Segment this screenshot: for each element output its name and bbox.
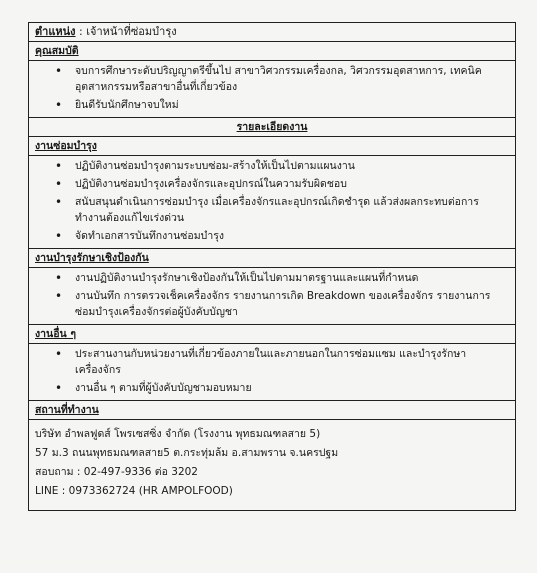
preventive-block [29, 270, 515, 325]
contact-phone: สอบถาม : 02-497-9336 ต่อ 3202 [35, 466, 198, 478]
other-list [29, 346, 515, 396]
list-item: • ยินดีรับนักศึกษาจบใหม่ [75, 97, 515, 113]
list-item: • งานอื่น ๆ ตามที่ผู้บังคับบัญชามอบหมาย [75, 380, 515, 396]
position-label: ตำแหน่ง [35, 25, 76, 38]
workplace-heading: สถานที่ทำงาน [29, 401, 515, 420]
position-value: เจ้าหน้าที่ซ่อมบำรุง [86, 25, 177, 38]
list-item: • งานบันทึก การตรวจเช็คเครื่องจักร รายงานการเกิด Breakdown ของเครื่องจักร รายงานการซ่อมบำรุงเครื่องจักรต่อผู้บังคับบัญชา [75, 288, 515, 320]
maintenance-list [29, 158, 515, 244]
position-separator: : [75, 25, 87, 38]
list-item: • จัดทำเอกสารบันทึกงานซ่อมบำรุง [75, 228, 515, 244]
company-address: 57 ม.3 ถนนพุทธมณฑลสาย5 ต.กระทุ่มล้ม อ.สามพราน จ.นครปฐม [35, 447, 339, 459]
contact-line: LINE : 0973362724 (HR AMPOLFOOD) [35, 485, 233, 497]
maintenance-heading: งานซ่อมบำรุง [29, 137, 515, 156]
list-item: • สนับสนุนดำเนินการซ่อมบำรุง เมื่อเครื่องจักรและอุปกรณ์เกิดชำรุด แล้วส่งผลกระทบต่อการทำงานต้องแก้ไขเร่งด่วน [75, 194, 515, 226]
qualifications-block [29, 63, 515, 118]
maintenance-block [29, 158, 515, 249]
list-item: • ปฏิบัติงานซ่อมบำรุงตามระบบซ่อม-สร้างให้เป็นไปตามแผนงาน [75, 158, 515, 174]
qualifications-heading: คุณสมบัติ [29, 42, 515, 61]
other-block [29, 346, 515, 401]
qualifications-list [29, 63, 515, 113]
list-item: • ประสานงานกับหน่วยงานที่เกี่ยวข้องภายในและภายนอกในการซ่อมแซม และบำรุงรักษาเครื่องจักร [75, 346, 515, 378]
list-item: • ปฏิบัติงานซ่อมบำรุงเครื่องจักรและอุปกรณ์ในความรับผิดชอบ [75, 176, 515, 192]
position-row [29, 23, 515, 42]
list-item: • จบการศึกษาระดับปริญญาตรีขึ้นไป สาขาวิศวกรรมเครื่องกล, วิศวกรรมอุตสาหการ, เทคนิคอุตสาหกรรมหรือสาขาอื่นที่เกี่ยวข้อง [75, 63, 515, 95]
details-heading: รายละเอียดงาน [29, 118, 515, 137]
other-heading: งานอื่น ๆ [29, 325, 515, 344]
company-name: บริษัท อำพลฟูดส์ โพรเซสซิ่ง จำกัด (โรงงาน พุทธมณฑลสาย 5) [35, 428, 321, 440]
job-description-form [28, 22, 516, 511]
preventive-list [29, 270, 515, 320]
list-item: • งานปฏิบัติงานบำรุงรักษาเชิงป้องกันให้เป็นไปตามมาตรฐานและแผนที่กำหนด [75, 270, 515, 286]
workplace-block [29, 420, 515, 511]
preventive-heading: งานบำรุงรักษาเชิงป้องกัน [29, 249, 515, 268]
